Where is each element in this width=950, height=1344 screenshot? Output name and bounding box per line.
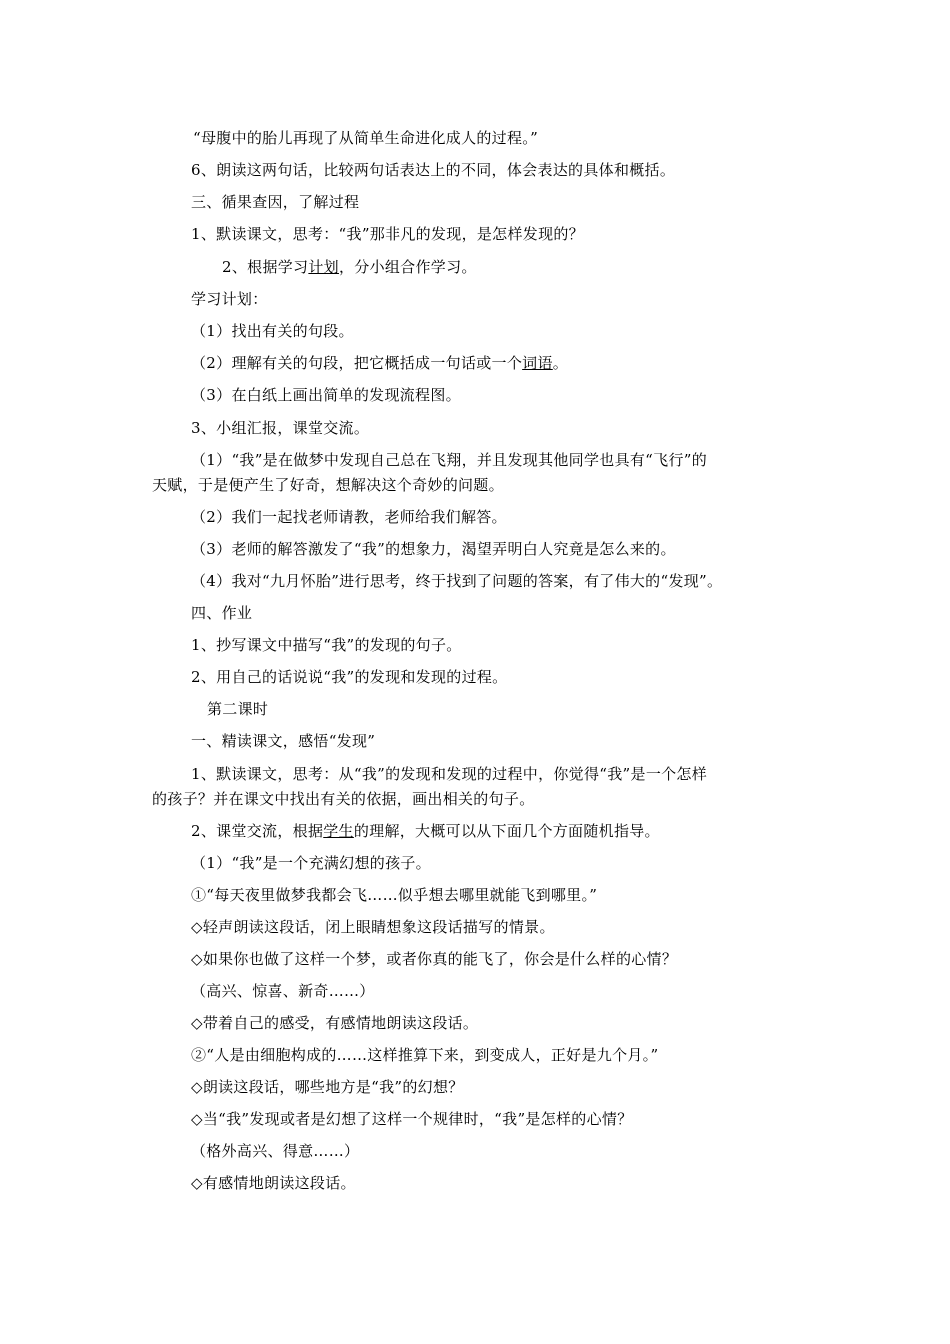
text-line: 的孩子？并在课文中找出有关的依据，画出相关的句子。: [152, 790, 535, 808]
text-line: （1）“我”是一个充满幻想的孩子。: [191, 854, 431, 872]
text-line: 1、默读课文，思考：从“我”的发现和发现的过程中，你觉得“我”是一个怎样: [191, 765, 708, 783]
text-span: 2、课堂交流，根据: [191, 822, 324, 840]
text-line: ②“人是由细胞构成的……这样推算下来，到变成人，正好是九个月。”: [191, 1046, 659, 1064]
link-plan[interactable]: 计划: [308, 258, 339, 276]
link-students[interactable]: 学生: [323, 822, 354, 840]
text-line: 3、小组汇报，课堂交流。: [191, 419, 370, 437]
section-heading: 三、循果查因，了解过程: [191, 193, 360, 211]
lesson-heading: 第二课时: [207, 700, 269, 718]
link-words[interactable]: 词语: [522, 354, 553, 372]
text-line: [222, 257, 477, 277]
text-line: 1、默读课文，思考：“我”那非凡的发现，是怎样发现的？: [191, 225, 584, 243]
text-line: 1、抄写课文中描写“我”的发现的句子。: [191, 636, 462, 654]
text-line: 天赋，于是便产生了好奇，想解决这个奇妙的问题。: [152, 476, 504, 494]
text-line: （1）找出有关的句段。: [191, 322, 354, 340]
text-line: 学习计划：: [191, 290, 268, 308]
text-line: ①“每天夜里做梦我都会飞……似乎想去哪里就能飞到哪里。”: [191, 886, 598, 904]
text-span: ，分小组合作学习。: [338, 258, 477, 276]
section-heading: 四、作业: [191, 604, 253, 622]
text-line: （1）“我”是在做梦中发现自己总在飞翔，并且发现其他同学也具有“飞行”的: [191, 451, 708, 469]
text-line: 2、用自己的话说说“我”的发现和发现的过程。: [191, 668, 508, 686]
text-line: ◇当“我”发现或者是幻想了这样一个规律时，“我”是怎样的心情？: [191, 1110, 633, 1128]
text-span: （2）理解有关的句段，把它概括成一句话或一个: [191, 354, 523, 372]
text-line: ◇朗读这段话，哪些地方是“我”的幻想？: [191, 1078, 464, 1096]
text-span: 的理解，大概可以从下面几个方面随机指导。: [353, 822, 660, 840]
text-line: ◇轻声朗读这段话，闭上眼睛想象这段话描写的情景。: [191, 918, 555, 936]
text-line: （3）在白纸上画出简单的发现流程图。: [191, 386, 461, 404]
text-line: ◇带着自己的感受，有感情地朗读这段话。: [191, 1014, 479, 1032]
text-line: “母腹中的胎儿再现了从简单生命进化成人的过程。”: [193, 129, 539, 147]
text-line: ◇有感情地朗读这段话。: [191, 1174, 356, 1192]
text-line: （高兴、惊喜、新奇……）: [191, 982, 375, 1000]
text-line: （格外高兴、得意……）: [191, 1142, 360, 1160]
text-line: （4）我对“九月怀胎”进行思考，终于找到了问题的答案，有了伟大的“发现”。: [191, 572, 723, 590]
text-line: （3）老师的解答激发了“我”的想象力，渴望弄明白人究竟是怎么来的。: [191, 540, 676, 558]
section-heading: 一、精读课文，感悟“发现”: [191, 732, 376, 750]
text-line: [191, 353, 568, 373]
text-line: ◇如果你也做了这样一个梦，或者你真的能飞了，你会是什么样的心情？: [191, 950, 678, 968]
text-span: 2、根据学习: [222, 258, 309, 276]
text-line: 6、朗读这两句话，比较两句话表达上的不同，体会表达的具体和概括。: [191, 161, 676, 179]
text-line: [191, 821, 660, 841]
text-line: （2）我们一起找老师请教，老师给我们解答。: [191, 508, 507, 526]
text-span: 。: [552, 354, 569, 372]
